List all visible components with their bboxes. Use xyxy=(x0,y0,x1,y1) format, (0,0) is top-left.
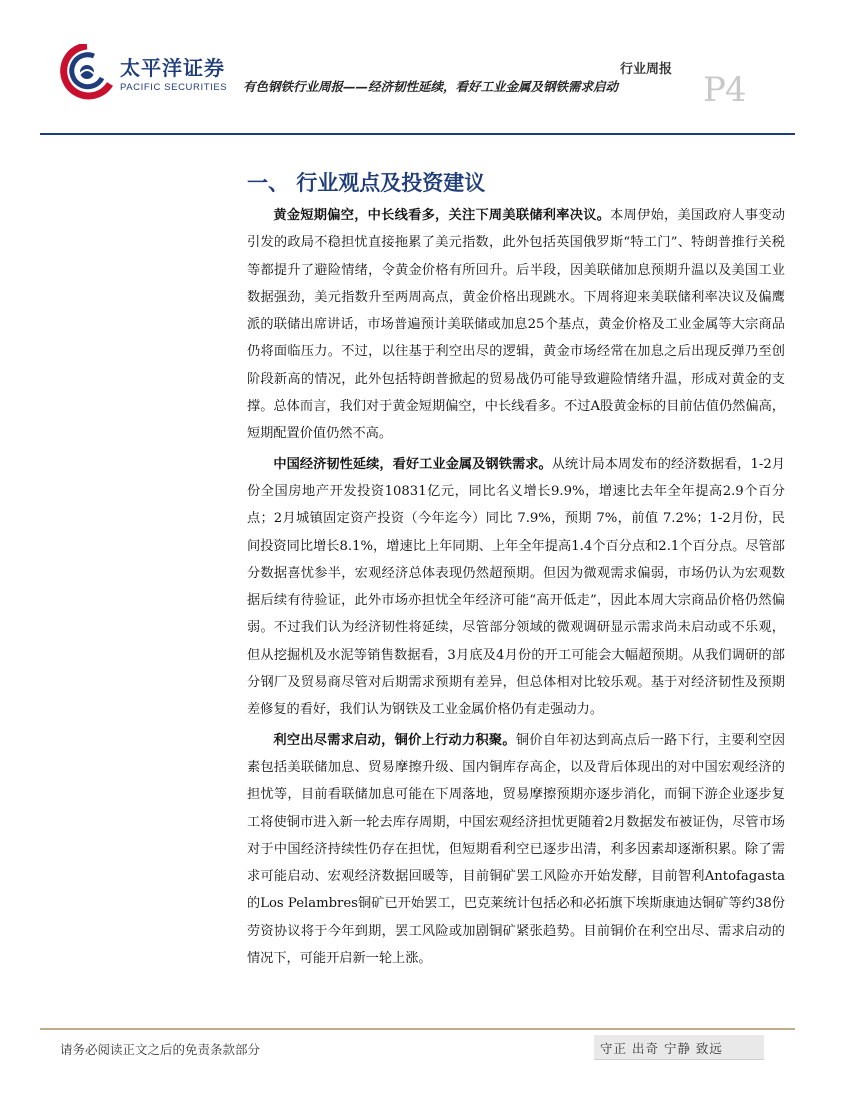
company-logo xyxy=(60,44,230,104)
paragraph-text: 从统计局本周发布的经济数据看，1-2月份全国房地产开发投资10831亿元，同比名义增长9.9%，增速比去年全年提高2.9个百分点；2月城镇固定资产投资（今年迄今）同比 7.9%，预期 7%，前值 7.2%；1-2月份，民间投资同比增长8.1%，增速比上年同期、上年全年提高1.4个百分点和2.1个百分点。尽管部分数据喜忧参半，宏观经济总体表现仍然超预期。但因为微观需求偏弱，市场仍认为宏观数据后续有待验证，此外市场亦担忧全年经济可能“高开低走”，因此本周大宗商品价格仍然偏弱。不过我们认为经济韧性将延续，尽管部分领域的微观调研显示需求尚未启动或不乐观，但从挖掘机及水泥等销售数据看，3月底及4月份的开工可能会大幅超预期。从我们调研的部分钢厂及贸易商尽管对后期需求预期有差异，但总体相对比较乐观。基于对经济韧性及预期差修复的看好，我们认为钢铁及工业金属价格仍有走强动力。 xyxy=(247,456,785,718)
motto-box xyxy=(594,1035,764,1060)
paragraph-text: 铜价自年初达到高点后一路下行，主要利空因素包括美联储加息、贸易摩擦升级、国内铜库存高企，以及背后体现出的对中国宏观经济的担忧等，目前看联储加息可能在下周落地，贸易摩擦预期亦逐步消化，而铜下游企业逐步复工将使铜市进入新一轮去库存周期，中国宏观经济担忧更随着2月数据发布被证伪，尽管市场对于中国经济持续性仍存在担忧，但短期看利空已逐步出清，利多因素却逐渐积累。除了需求可能启动、宏观经济数据回暖等，目前铜矿罢工风险亦开始发酵，目前智利Antofagasta的Los Pelambres铜矿已开始罢工，巴克莱统计包括必和必拓旗下埃斯康迪达铜矿等约38份劳资协议将于今年到期，罢工风险或加剧铜矿紧张趋势。目前铜价在利空出尽、需求启动的情况下，可能开启新一轮上涨。 xyxy=(247,732,786,967)
paragraph-china-economy xyxy=(247,451,785,724)
section-body xyxy=(247,202,785,975)
footer-divider xyxy=(40,1028,795,1030)
company-motto: 守正 出奇 宁静 致远 xyxy=(600,1041,723,1056)
report-title: 有色钢铁行业周报——经济韧性延续，看好工业金属及钢铁需求启动 xyxy=(243,79,619,94)
paragraph-copper xyxy=(247,727,785,973)
header-divider xyxy=(40,133,795,135)
brand-name-en: PACIFIC SECURITIES xyxy=(120,82,228,93)
paragraph-gold xyxy=(247,202,785,448)
page-number: P4 xyxy=(703,70,746,110)
pacific-securities-logo-icon xyxy=(60,44,114,100)
report-type: 行业周报 xyxy=(620,62,673,77)
paragraph-lead: 黄金短期偏空，中长线看多，关注下周美联储利率决议。 xyxy=(273,208,611,223)
paragraph-text: 本周伊始，美国政府人事变动引发的政局不稳担忧直接拖累了美元指数，此外包括英国俄罗斯“特工门”、特朗普推行关税等都提升了避险情绪，令黄金价格有所回升。后半段，因美联储加息预期升温以及美国工业数据强劲，美元指数升至两周高点，黄金价格出现跳水。下周将迎来美联储利率决议及偏鹰派的联储出席讲话，市场普遍预计美联储或加息25个基点，黄金价格及工业金属等大宗商品仍将面临压力。不过，以往基于利空出尽的逻辑，黄金市场经常在加息之后出现反弹乃至创阶段新高的情况，此外包括特朗普掀起的贸易战仍可能导致避险情绪升温，形成对黄金的支撑。总体而言，我们对于黄金短期偏空，中长线看多。不过A股黄金标的目前估值仍然偏高，短期配置价值仍然不高。 xyxy=(247,208,786,442)
paragraph-lead: 利空出尽需求启动，铜价上行动力积聚。 xyxy=(273,732,516,748)
disclaimer-note: 请务必阅读正文之后的免责条款部分 xyxy=(60,1042,261,1057)
paragraph-lead: 中国经济韧性延续，看好工业金属及钢铁需求。 xyxy=(273,456,552,472)
section-heading: 一、 行业观点及投资建议 xyxy=(247,171,486,195)
brand-name-cn: 太平洋证券 xyxy=(120,56,225,80)
